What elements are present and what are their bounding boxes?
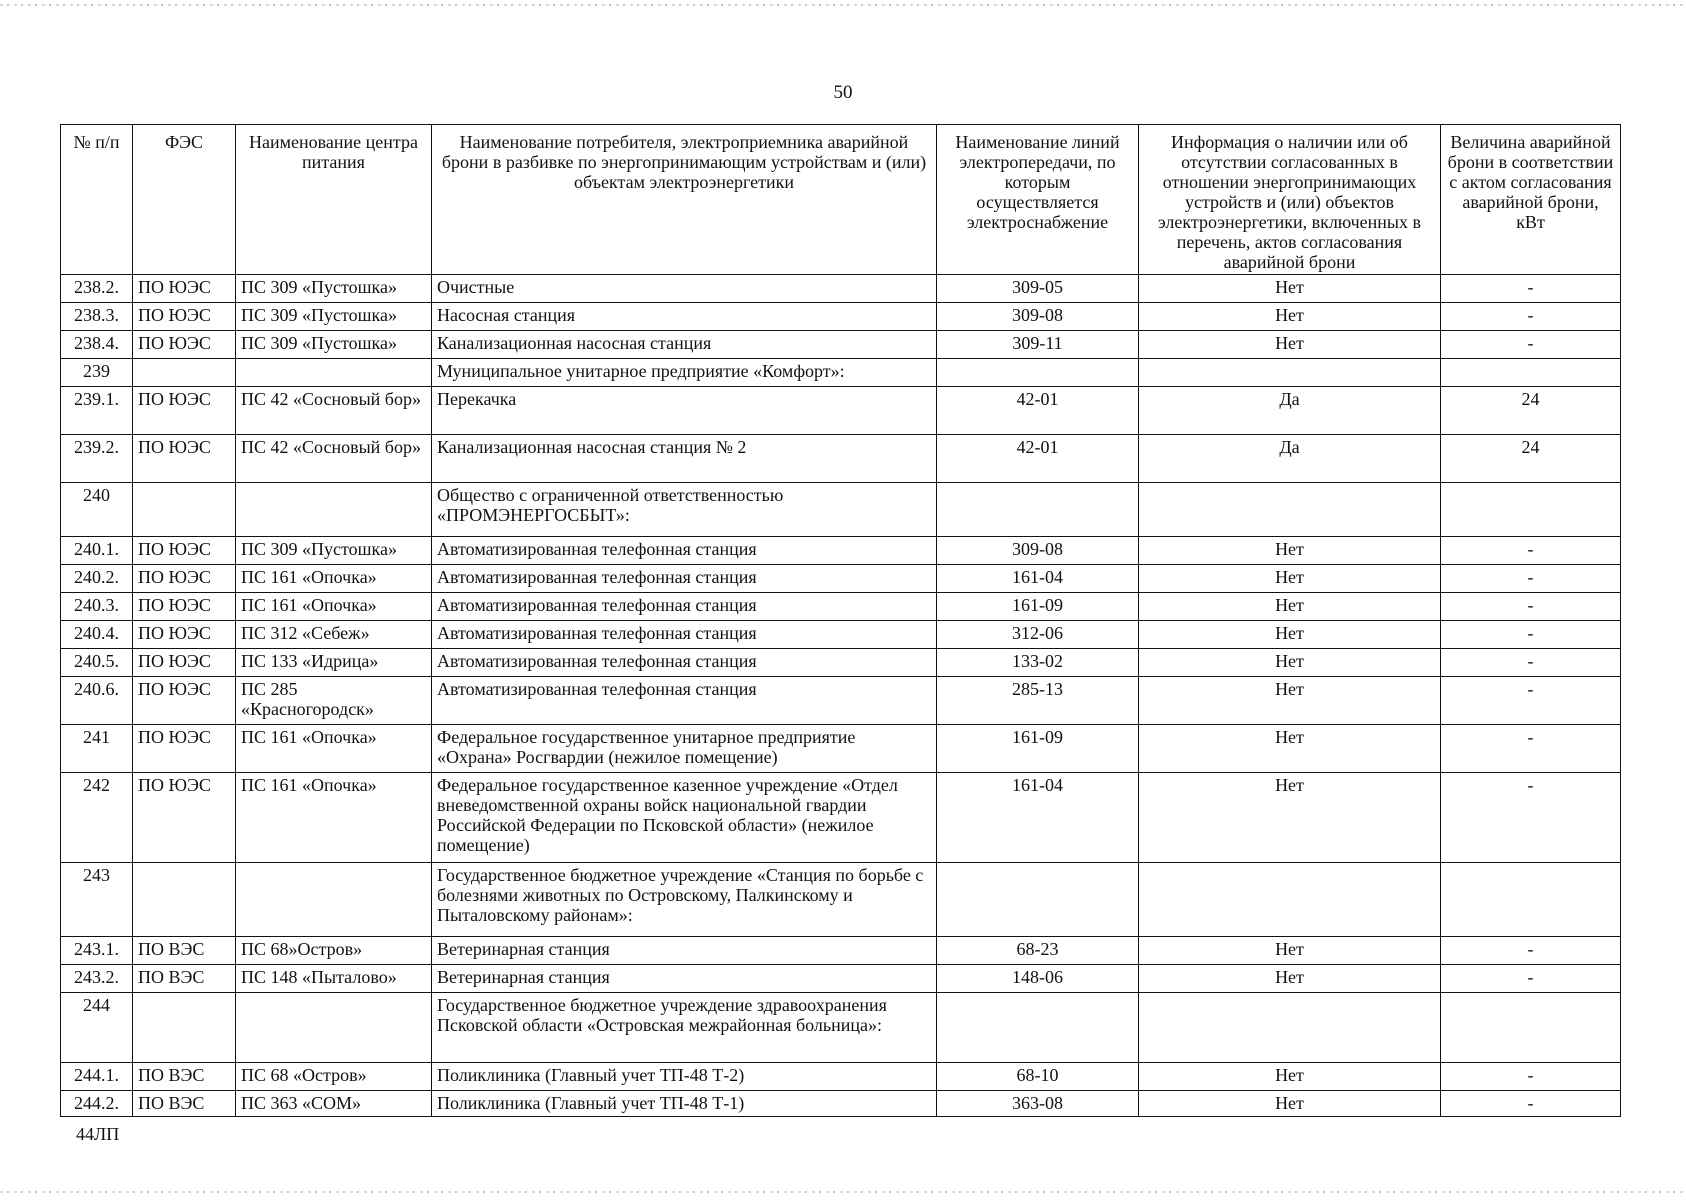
acts-info-cell: Нет bbox=[1139, 275, 1441, 303]
consumer-cell: Государственное бюджетное учреждение здравоохранения Псковской области «Островская межрайонная больница»: bbox=[432, 993, 937, 1063]
consumer-cell: Поликлиника (Главный учет ТП-48 Т-2) bbox=[432, 1063, 937, 1091]
reserve-value-cell: - bbox=[1441, 621, 1621, 649]
fes-cell bbox=[133, 359, 236, 387]
consumer-cell: Автоматизированная телефонная станция bbox=[432, 537, 937, 565]
power-line-cell: 363-08 bbox=[937, 1091, 1139, 1117]
acts-info-cell: Да bbox=[1139, 435, 1441, 483]
table-row bbox=[61, 593, 1621, 621]
fes-cell bbox=[133, 863, 236, 937]
reserve-value-cell: - bbox=[1441, 937, 1621, 965]
consumer-cell: Канализационная насосная станция bbox=[432, 331, 937, 359]
row-number: 239.1. bbox=[61, 387, 133, 435]
acts-info-cell: Нет bbox=[1139, 937, 1441, 965]
reserve-value-cell: - bbox=[1441, 537, 1621, 565]
power-center-cell: ПС 285 «Красногородск» bbox=[236, 677, 432, 725]
fes-cell: ПО ЮЭС bbox=[133, 303, 236, 331]
row-number: 238.3. bbox=[61, 303, 133, 331]
consumer-cell: Автоматизированная телефонная станция bbox=[432, 593, 937, 621]
acts-info-cell: Нет bbox=[1139, 565, 1441, 593]
power-line-cell: 42-01 bbox=[937, 387, 1139, 435]
consumer-cell: Насосная станция bbox=[432, 303, 937, 331]
reserve-value-cell: - bbox=[1441, 725, 1621, 773]
row-number: 240.1. bbox=[61, 537, 133, 565]
power-line-cell: 68-10 bbox=[937, 1063, 1139, 1091]
power-center-cell: ПС 42 «Сосновый бор» bbox=[236, 435, 432, 483]
header-power-center: Наименование центра питания bbox=[236, 125, 432, 275]
acts-info-cell: Да bbox=[1139, 387, 1441, 435]
row-number: 239 bbox=[61, 359, 133, 387]
consumer-cell: Автоматизированная телефонная станция bbox=[432, 649, 937, 677]
acts-info-cell: Нет bbox=[1139, 331, 1441, 359]
fes-cell: ПО ЮЭС bbox=[133, 593, 236, 621]
power-center-cell bbox=[236, 359, 432, 387]
power-line-cell: 285-13 bbox=[937, 677, 1139, 725]
fes-cell: ПО ЮЭС bbox=[133, 387, 236, 435]
table-row bbox=[61, 435, 1621, 483]
consumer-cell: Государственное бюджетное учреждение «Станция по борьбе с болезнями животных по Островскому, Палкинскому и Пыталовскому районам»: bbox=[432, 863, 937, 937]
reserve-value-cell: - bbox=[1441, 565, 1621, 593]
acts-info-cell: Нет bbox=[1139, 649, 1441, 677]
table-row bbox=[61, 621, 1621, 649]
table-row bbox=[61, 725, 1621, 773]
row-number: 240 bbox=[61, 483, 133, 537]
power-center-cell: ПС 68»Остров» bbox=[236, 937, 432, 965]
header-reserve-value: Величина аварийной брони в соответствии с актом согласования аварийной брони, кВт bbox=[1441, 125, 1621, 275]
reserve-value-cell: - bbox=[1441, 649, 1621, 677]
consumer-cell: Федеральное государственное унитарное предприятие «Охрана» Росгвардии (нежилое помещение) bbox=[432, 725, 937, 773]
consumer-cell: Автоматизированная телефонная станция bbox=[432, 621, 937, 649]
power-line-cell: 309-11 bbox=[937, 331, 1139, 359]
power-line-cell: 309-08 bbox=[937, 537, 1139, 565]
row-number: 243 bbox=[61, 863, 133, 937]
acts-info-cell bbox=[1139, 483, 1441, 537]
power-line-cell: 68-23 bbox=[937, 937, 1139, 965]
acts-info-cell bbox=[1139, 863, 1441, 937]
power-center-cell: ПС 312 «Себеж» bbox=[236, 621, 432, 649]
power-line-cell: 161-04 bbox=[937, 773, 1139, 863]
reserve-value-cell bbox=[1441, 483, 1621, 537]
row-number: 239.2. bbox=[61, 435, 133, 483]
acts-info-cell: Нет bbox=[1139, 303, 1441, 331]
power-line-cell: 312-06 bbox=[937, 621, 1139, 649]
fes-cell: ПО ВЭС bbox=[133, 1091, 236, 1117]
consumer-cell: Ветеринарная станция bbox=[432, 937, 937, 965]
table-row bbox=[61, 387, 1621, 435]
table-row bbox=[61, 863, 1621, 937]
reserve-value-cell: 24 bbox=[1441, 387, 1621, 435]
reserve-value-cell bbox=[1441, 993, 1621, 1063]
table-row bbox=[61, 649, 1621, 677]
power-center-cell: ПС 363 «СОМ» bbox=[236, 1091, 432, 1117]
fes-cell: ПО ЮЭС bbox=[133, 677, 236, 725]
consumer-cell: Федеральное государственное казенное учреждение «Отдел вневедомственной охраны войск национальной гвардии Российской Федерации по Псковской области» (нежилое помещение) bbox=[432, 773, 937, 863]
row-number: 238.4. bbox=[61, 331, 133, 359]
fes-cell: ПО ВЭС bbox=[133, 937, 236, 965]
power-line-cell: 133-02 bbox=[937, 649, 1139, 677]
power-line-cell bbox=[937, 359, 1139, 387]
acts-info-cell: Нет bbox=[1139, 677, 1441, 725]
consumer-cell: Поликлиника (Главный учет ТП-48 Т-1) bbox=[432, 1091, 937, 1117]
fes-cell: ПО ЮЭС bbox=[133, 435, 236, 483]
consumer-cell: Канализационная насосная станция № 2 bbox=[432, 435, 937, 483]
power-center-cell: ПС 161 «Опочка» bbox=[236, 725, 432, 773]
power-line-cell: 42-01 bbox=[937, 435, 1139, 483]
consumer-cell: Общество с ограниченной ответственностью «ПРОМЭНЕРГОСБЫТ»: bbox=[432, 483, 937, 537]
fes-cell: ПО ЮЭС bbox=[133, 773, 236, 863]
scan-edge-bottom bbox=[0, 1191, 1686, 1193]
power-line-cell bbox=[937, 863, 1139, 937]
power-center-cell: ПС 309 «Пустошка» bbox=[236, 275, 432, 303]
acts-info-cell bbox=[1139, 993, 1441, 1063]
fes-cell: ПО ВЭС bbox=[133, 965, 236, 993]
table-body bbox=[61, 275, 1621, 1117]
acts-info-cell: Нет bbox=[1139, 725, 1441, 773]
power-line-cell: 309-05 bbox=[937, 275, 1139, 303]
reserve-value-cell: 24 bbox=[1441, 435, 1621, 483]
row-number: 240.6. bbox=[61, 677, 133, 725]
header-fes: ФЭС bbox=[133, 125, 236, 275]
reserve-value-cell: - bbox=[1441, 773, 1621, 863]
table-row bbox=[61, 993, 1621, 1063]
table-header-row bbox=[61, 125, 1621, 275]
acts-info-cell: Нет bbox=[1139, 621, 1441, 649]
header-power-lines: Наименование линий электропередачи, по которым осуществляется электроснабжение bbox=[937, 125, 1139, 275]
acts-info-cell bbox=[1139, 359, 1441, 387]
power-line-cell bbox=[937, 483, 1139, 537]
power-line-cell: 148-06 bbox=[937, 965, 1139, 993]
table-row bbox=[61, 565, 1621, 593]
header-consumer: Наименование потребителя, электроприемника аварийной брони в разбивке по энергопринимающим устройствам и (или) объектам электроэнергетики bbox=[432, 125, 937, 275]
scan-edge-top bbox=[0, 4, 1686, 6]
power-line-cell: 161-09 bbox=[937, 593, 1139, 621]
acts-info-cell: Нет bbox=[1139, 773, 1441, 863]
fes-cell: ПО ЮЭС bbox=[133, 725, 236, 773]
acts-info-cell: Нет bbox=[1139, 1091, 1441, 1117]
fes-cell: ПО ЮЭС bbox=[133, 275, 236, 303]
row-number: 240.2. bbox=[61, 565, 133, 593]
reserve-value-cell bbox=[1441, 863, 1621, 937]
reserve-value-cell: - bbox=[1441, 593, 1621, 621]
reserve-value-cell: - bbox=[1441, 331, 1621, 359]
reserve-value-cell: - bbox=[1441, 677, 1621, 725]
fes-cell bbox=[133, 483, 236, 537]
row-number: 244 bbox=[61, 993, 133, 1063]
fes-cell: ПО ЮЭС bbox=[133, 565, 236, 593]
table-row bbox=[61, 677, 1621, 725]
power-center-cell: ПС 148 «Пыталово» bbox=[236, 965, 432, 993]
acts-info-cell: Нет bbox=[1139, 1063, 1441, 1091]
row-number: 238.2. bbox=[61, 275, 133, 303]
acts-info-cell: Нет bbox=[1139, 593, 1441, 621]
table-row bbox=[61, 937, 1621, 965]
row-number: 240.5. bbox=[61, 649, 133, 677]
reserve-value-cell: - bbox=[1441, 303, 1621, 331]
power-center-cell: ПС 309 «Пустошка» bbox=[236, 303, 432, 331]
power-center-cell: ПС 161 «Опочка» bbox=[236, 773, 432, 863]
fes-cell: ПО ЮЭС bbox=[133, 621, 236, 649]
reserve-value-cell: - bbox=[1441, 965, 1621, 993]
row-number: 240.3. bbox=[61, 593, 133, 621]
reserve-value-cell: - bbox=[1441, 1063, 1621, 1091]
power-line-cell: 161-04 bbox=[937, 565, 1139, 593]
row-number: 241 bbox=[61, 725, 133, 773]
table-row bbox=[61, 965, 1621, 993]
consumer-cell: Ветеринарная станция bbox=[432, 965, 937, 993]
reserve-value-cell: - bbox=[1441, 1091, 1621, 1117]
table-row bbox=[61, 1091, 1621, 1117]
power-center-cell: ПС 161 «Опочка» bbox=[236, 593, 432, 621]
row-number: 244.2. bbox=[61, 1091, 133, 1117]
table-row bbox=[61, 1063, 1621, 1091]
power-center-cell: ПС 42 «Сосновый бор» bbox=[236, 387, 432, 435]
reservation-table bbox=[60, 124, 1621, 1117]
table-row bbox=[61, 773, 1621, 863]
fes-cell: ПО ЮЭС bbox=[133, 537, 236, 565]
power-center-cell: ПС 68 «Остров» bbox=[236, 1063, 432, 1091]
power-line-cell bbox=[937, 993, 1139, 1063]
table-row bbox=[61, 303, 1621, 331]
header-num: № п/п bbox=[61, 125, 133, 275]
power-center-cell bbox=[236, 483, 432, 537]
power-center-cell bbox=[236, 863, 432, 937]
acts-info-cell: Нет bbox=[1139, 965, 1441, 993]
row-number: 242 bbox=[61, 773, 133, 863]
fes-cell: ПО ЮЭС bbox=[133, 649, 236, 677]
power-center-cell bbox=[236, 993, 432, 1063]
table-row bbox=[61, 483, 1621, 537]
table-row bbox=[61, 275, 1621, 303]
fes-cell: ПО ЮЭС bbox=[133, 331, 236, 359]
power-line-cell: 161-09 bbox=[937, 725, 1139, 773]
acts-info-cell: Нет bbox=[1139, 537, 1441, 565]
table-row bbox=[61, 359, 1621, 387]
fes-cell bbox=[133, 993, 236, 1063]
table-row bbox=[61, 537, 1621, 565]
page-number: 50 bbox=[833, 82, 853, 103]
header-acts-info: Информация о наличии или об отсутствии согласованных в отношении энергопринимающих устройств и (или) объектов электроэнергетики, включенных в перечень, актов согласования аварийной брони bbox=[1139, 125, 1441, 275]
footer-code: 44ЛП bbox=[76, 1124, 120, 1144]
row-number: 243.1. bbox=[61, 937, 133, 965]
reserve-value-cell bbox=[1441, 359, 1621, 387]
power-line-cell: 309-08 bbox=[937, 303, 1139, 331]
consumer-cell: Очистные bbox=[432, 275, 937, 303]
power-center-cell: ПС 161 «Опочка» bbox=[236, 565, 432, 593]
fes-cell: ПО ВЭС bbox=[133, 1063, 236, 1091]
power-center-cell: ПС 133 «Идрица» bbox=[236, 649, 432, 677]
row-number: 244.1. bbox=[61, 1063, 133, 1091]
consumer-cell: Муниципальное унитарное предприятие «Комфорт»: bbox=[432, 359, 937, 387]
row-number: 240.4. bbox=[61, 621, 133, 649]
power-center-cell: ПС 309 «Пустошка» bbox=[236, 331, 432, 359]
table-row bbox=[61, 331, 1621, 359]
reserve-value-cell: - bbox=[1441, 275, 1621, 303]
consumer-cell: Автоматизированная телефонная станция bbox=[432, 677, 937, 725]
consumer-cell: Перекачка bbox=[432, 387, 937, 435]
power-center-cell: ПС 309 «Пустошка» bbox=[236, 537, 432, 565]
consumer-cell: Автоматизированная телефонная станция bbox=[432, 565, 937, 593]
row-number: 243.2. bbox=[61, 965, 133, 993]
